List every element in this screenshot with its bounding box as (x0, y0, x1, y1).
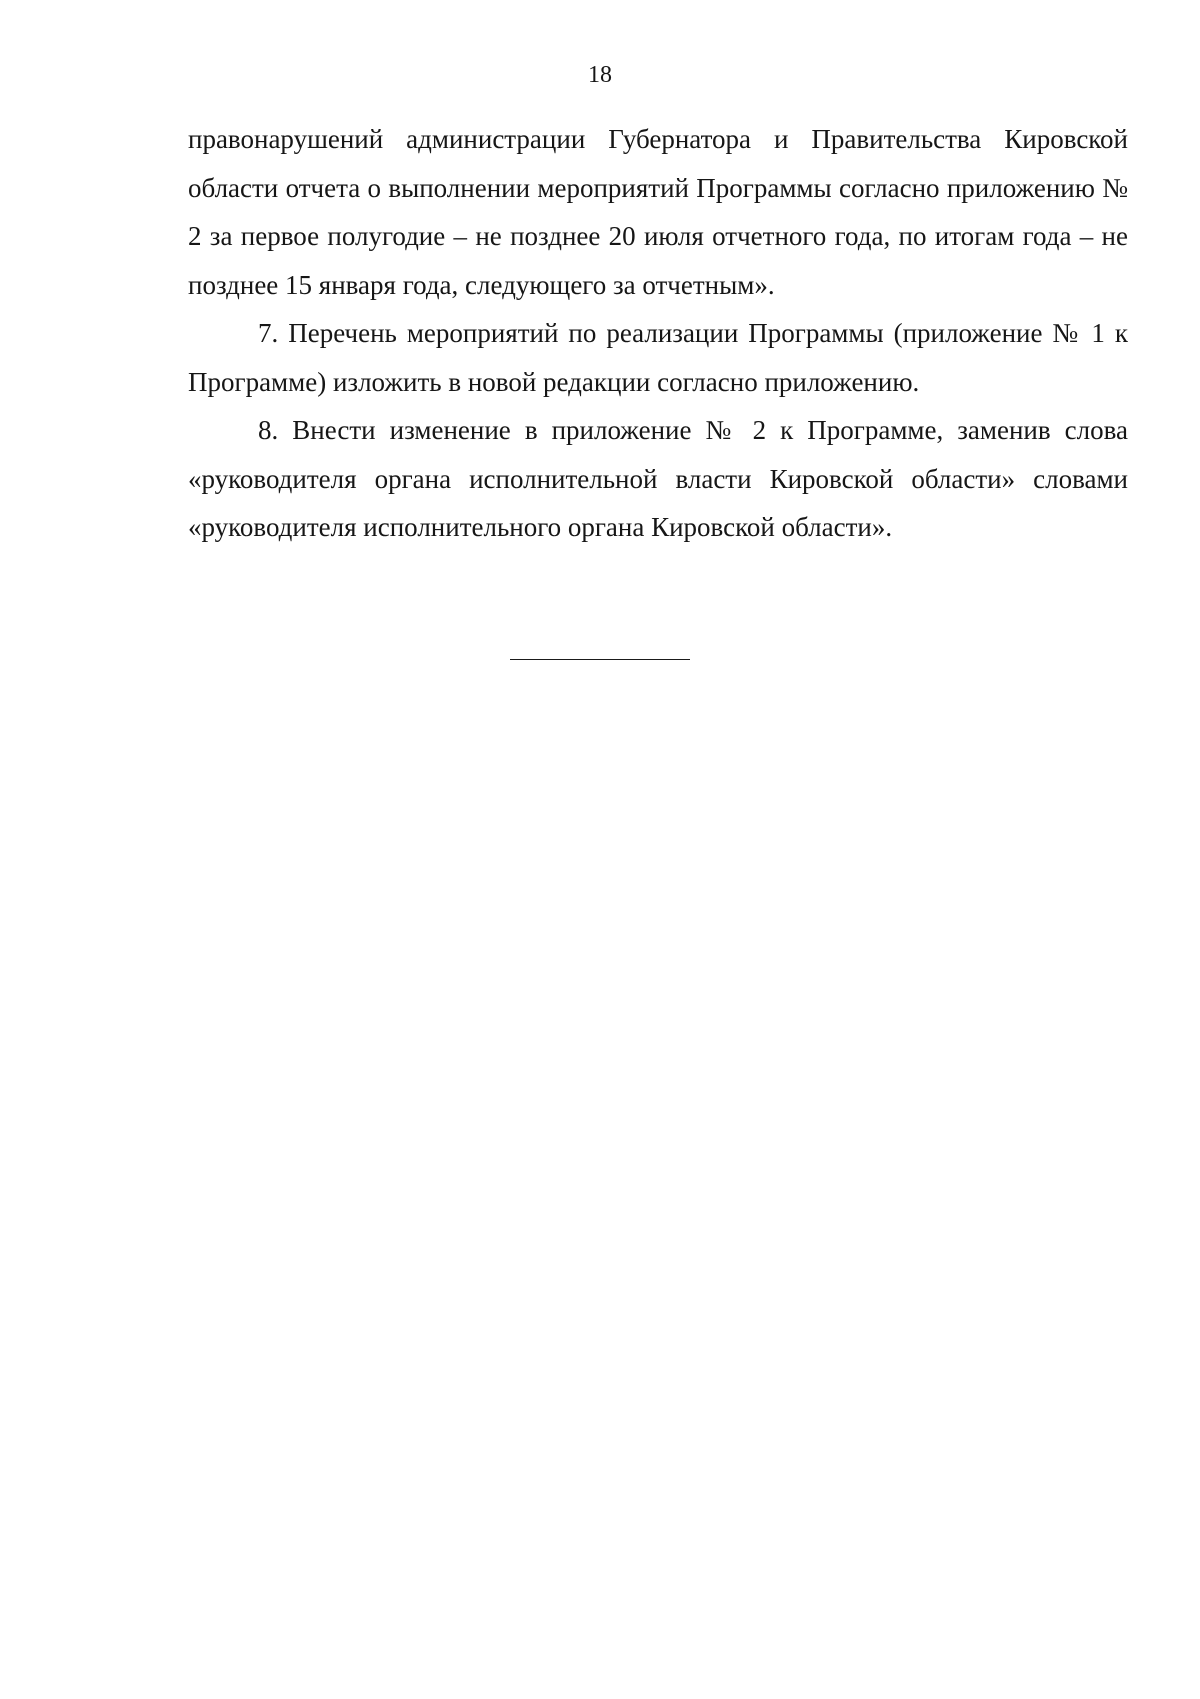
document-body (188, 115, 1128, 552)
end-of-document-rule (510, 659, 690, 660)
paragraph-item-7: 7. Перечень мероприятий по реализации Программы (приложение № 1 к Программе) изложить в новой редакции согласно приложению. (188, 318, 1128, 397)
paragraph-item-8: 8. Внести изменение в приложение № 2 к Программе, заменив слова «руководителя органа исполнительной власти Кировской области» словами «руководителя исполнительного органа Кировской области». (188, 415, 1128, 542)
page-number: 18 (588, 62, 612, 88)
paragraph-continuation: правонарушений администрации Губернатора и Правительства Кировской области отчета о выполнении мероприятий Программы согласно приложению № 2 за первое полугодие – не позднее 20 июля отчетного года, по итогам года – не позднее 15 января года, следующего за отчетным». (188, 124, 1128, 300)
